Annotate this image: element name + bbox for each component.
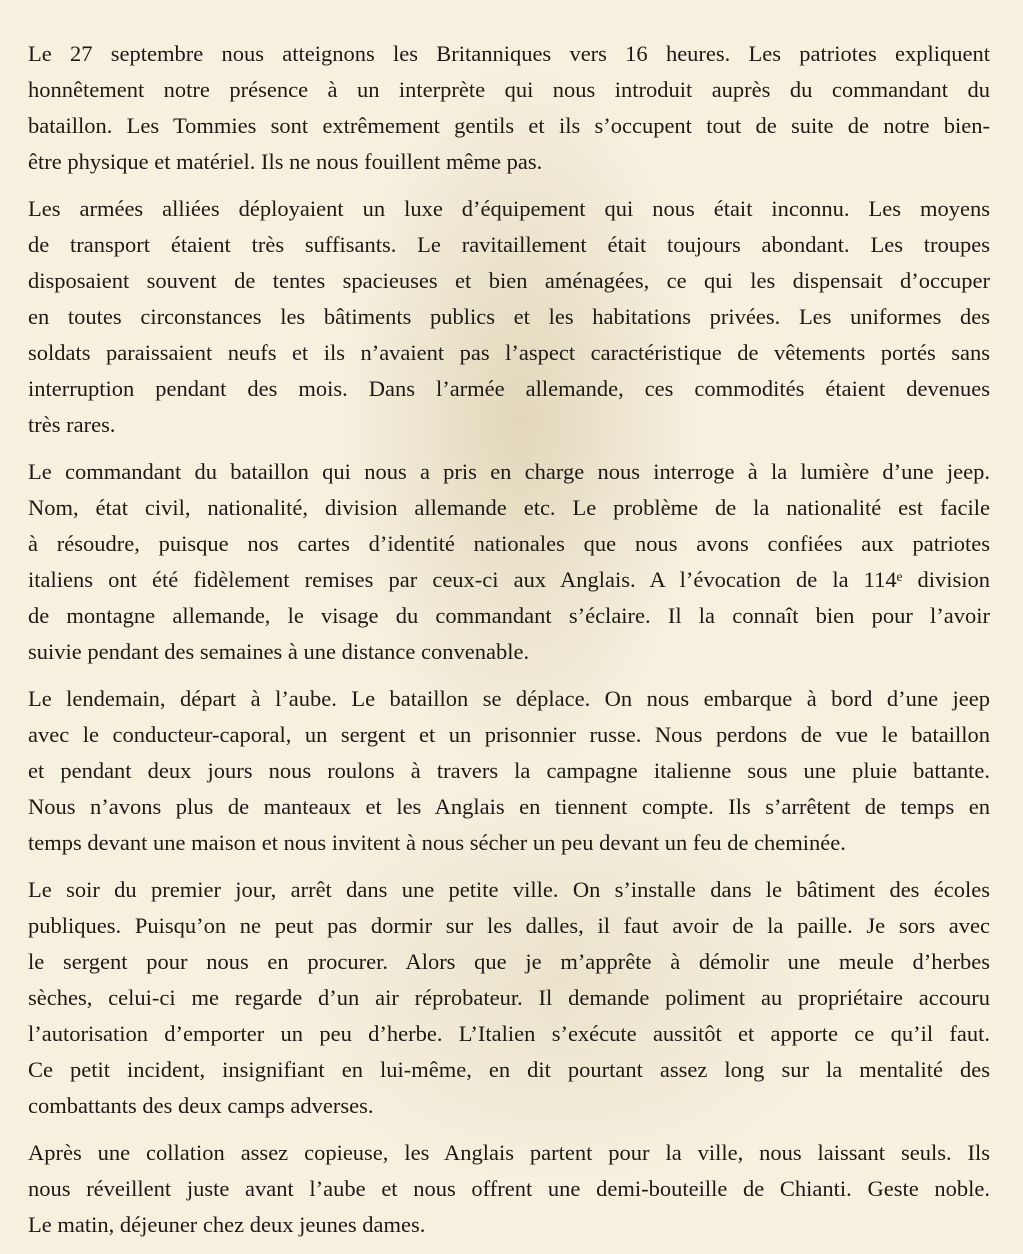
paragraph [28,454,990,670]
text-line: disposaient souvent de tentes spacieuses et bien aménagées, ce qui les dispensait d’occuper [28,268,990,293]
text-line: Nous n’avons plus de manteaux et les Anglais en tiennent compte. Ils s’arrêtent de temps en [28,794,990,819]
text-line: Les armées alliées déployaient un luxe d’équipement qui nous était inconnu. Les moyens [28,196,990,221]
text-line: sèches, celui-ci me regarde d’un air réprobateur. Il demande poliment au propriétaire accouru [28,985,990,1010]
paragraph [28,191,990,443]
text-line: Le matin, déjeuner chez deux jeunes dames. [28,1212,426,1237]
text-line: publiques. Puisqu’on ne peut pas dormir sur les dalles, il faut avoir de la paille. Je sors avec [28,913,990,938]
text-line: suivie pendant des semaines à une distance convenable. [28,639,530,664]
text-line: Le commandant du bataillon qui nous a pris en charge nous interroge à la lumière d’une jeep. [28,459,990,484]
text-line: avec le conducteur-caporal, un sergent et un prisonnier russe. Nous perdons de vue le bataillon [28,722,990,747]
paragraph [28,681,990,861]
text-line: à résoudre, puisque nos cartes d’identité nationales que nous avons confiées aux patriotes [28,531,990,556]
document-page [28,36,990,1254]
text-line: combattants des deux camps adverses. [28,1093,374,1118]
text-line: bataillon. Les Tommies sont extrêmement gentils et ils s’occupent tout de suite de notre bien- [28,113,990,138]
text-line: Ce petit incident, insignifiant en lui-même, en dit pourtant assez long sur la mentalité des [28,1057,990,1082]
text-line: et pendant deux jours nous roulons à travers la campagne italienne sous une pluie battante. [28,758,990,783]
text-line: être physique et matériel. Ils ne nous fouillent même pas. [28,149,543,174]
text-line: Nom, état civil, nationalité, division allemande etc. Le problème de la nationalité est facile [28,495,990,520]
text-line: Le soir du premier jour, arrêt dans une petite ville. On s’installe dans le bâtiment des écoles [28,877,990,902]
paragraph [28,872,990,1124]
paragraph [28,36,990,180]
text-line: italiens ont été fidèlement remises par ceux-ci aux Anglais. A l’évocation de la 114ᵉ division [28,567,990,592]
paragraph [28,1135,990,1243]
text-line: de montagne allemande, le visage du commandant s’éclaire. Il la connaît bien pour l’avoir [28,603,990,628]
text-line: soldats paraissaient neufs et ils n’avaient pas l’aspect caractéristique de vêtements portés sans [28,340,990,365]
text-line: Le 27 septembre nous atteignons les Britanniques vers 16 heures. Les patriotes expliquent [28,41,990,66]
text-line: l’autorisation d’emporter un peu d’herbe. L’Italien s’exécute aussitôt et apporte ce qu’il faut. [28,1021,990,1046]
text-line: en toutes circonstances les bâtiments publics et les habitations privées. Les uniformes des [28,304,990,329]
text-line: interruption pendant des mois. Dans l’armée allemande, ces commodités étaient devenues [28,376,990,401]
text-line: de transport étaient très suffisants. Le ravitaillement était toujours abondant. Les troupes [28,232,990,257]
text-line: nous réveillent juste avant l’aube et nous offrent une demi-bouteille de Chianti. Geste noble. [28,1176,990,1201]
text-line: très rares. [28,412,116,437]
text-line: Le lendemain, départ à l’aube. Le bataillon se déplace. On nous embarque à bord d’une jeep [28,686,990,711]
text-line: le sergent pour nous en procurer. Alors que je m’apprête à démolir une meule d’herbes [28,949,990,974]
text-line: honnêtement notre présence à un interprète qui nous introduit auprès du commandant du [28,77,990,102]
text-line: Après une collation assez copieuse, les Anglais partent pour la ville, nous laissant seuls. Ils [28,1140,990,1165]
text-line: temps devant une maison et nous invitent à nous sécher un peu devant un feu de cheminée. [28,830,846,855]
